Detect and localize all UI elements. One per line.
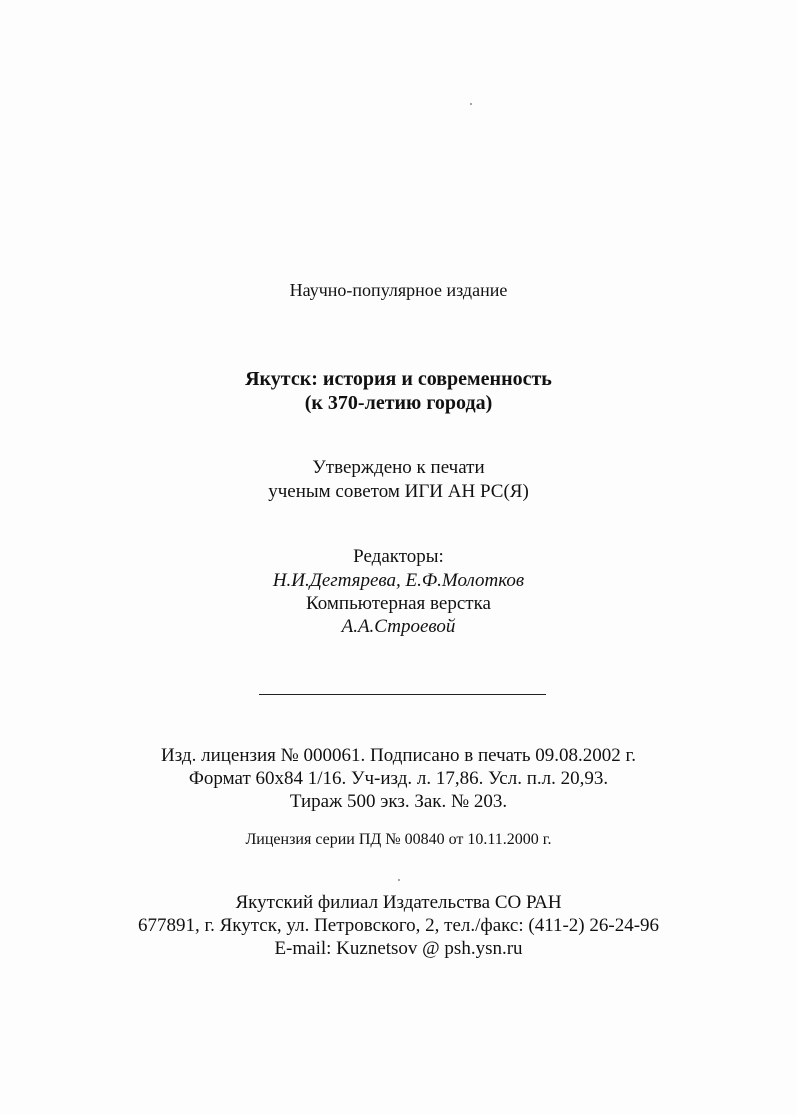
layout-label: Компьютерная верстка: [306, 593, 491, 614]
imprint-line2: Формат 60х84 1/16. Уч-изд. л. 17,86. Усл. п.л. 20,93.: [188, 768, 609, 789]
scan-speck: [470, 103, 472, 105]
approval-line1: Утверждено к печати: [312, 457, 485, 478]
imprint-line3: Тираж 500 экз. Зак. № 203.: [289, 791, 508, 812]
approval-line2: ученым советом ИГИ АН РС(Я): [268, 481, 529, 502]
editors-names: Н.И.Дегтярева, Е.Ф.Молотков: [272, 570, 525, 591]
edition-type: Научно-популярное издание: [289, 280, 508, 300]
divider-rule: [259, 694, 546, 695]
publisher-email: E-mail: Kuznetsov @ psh.ysn.ru: [274, 938, 523, 959]
publisher-name: Якутский филиал Издательства СО РАН: [235, 892, 562, 913]
layout-name: А.А.Строевой: [341, 616, 456, 637]
publisher-address: 677891, г. Якутск, ул. Петровского, 2, тел./факс: (411-2) 26-24-96: [137, 915, 660, 936]
scan-speck: [398, 879, 400, 881]
editors-label: Редакторы:: [353, 546, 444, 567]
book-title-line1: Якутск: история и современность: [245, 368, 552, 390]
license-line: Лицензия серии ПД № 00840 от 10.11.2000 г.: [245, 831, 552, 848]
book-title-line2: (к 370-летию города): [304, 392, 493, 414]
imprint-line1: Изд. лицензия № 000061. Подписано в печать 09.08.2002 г.: [161, 745, 636, 766]
